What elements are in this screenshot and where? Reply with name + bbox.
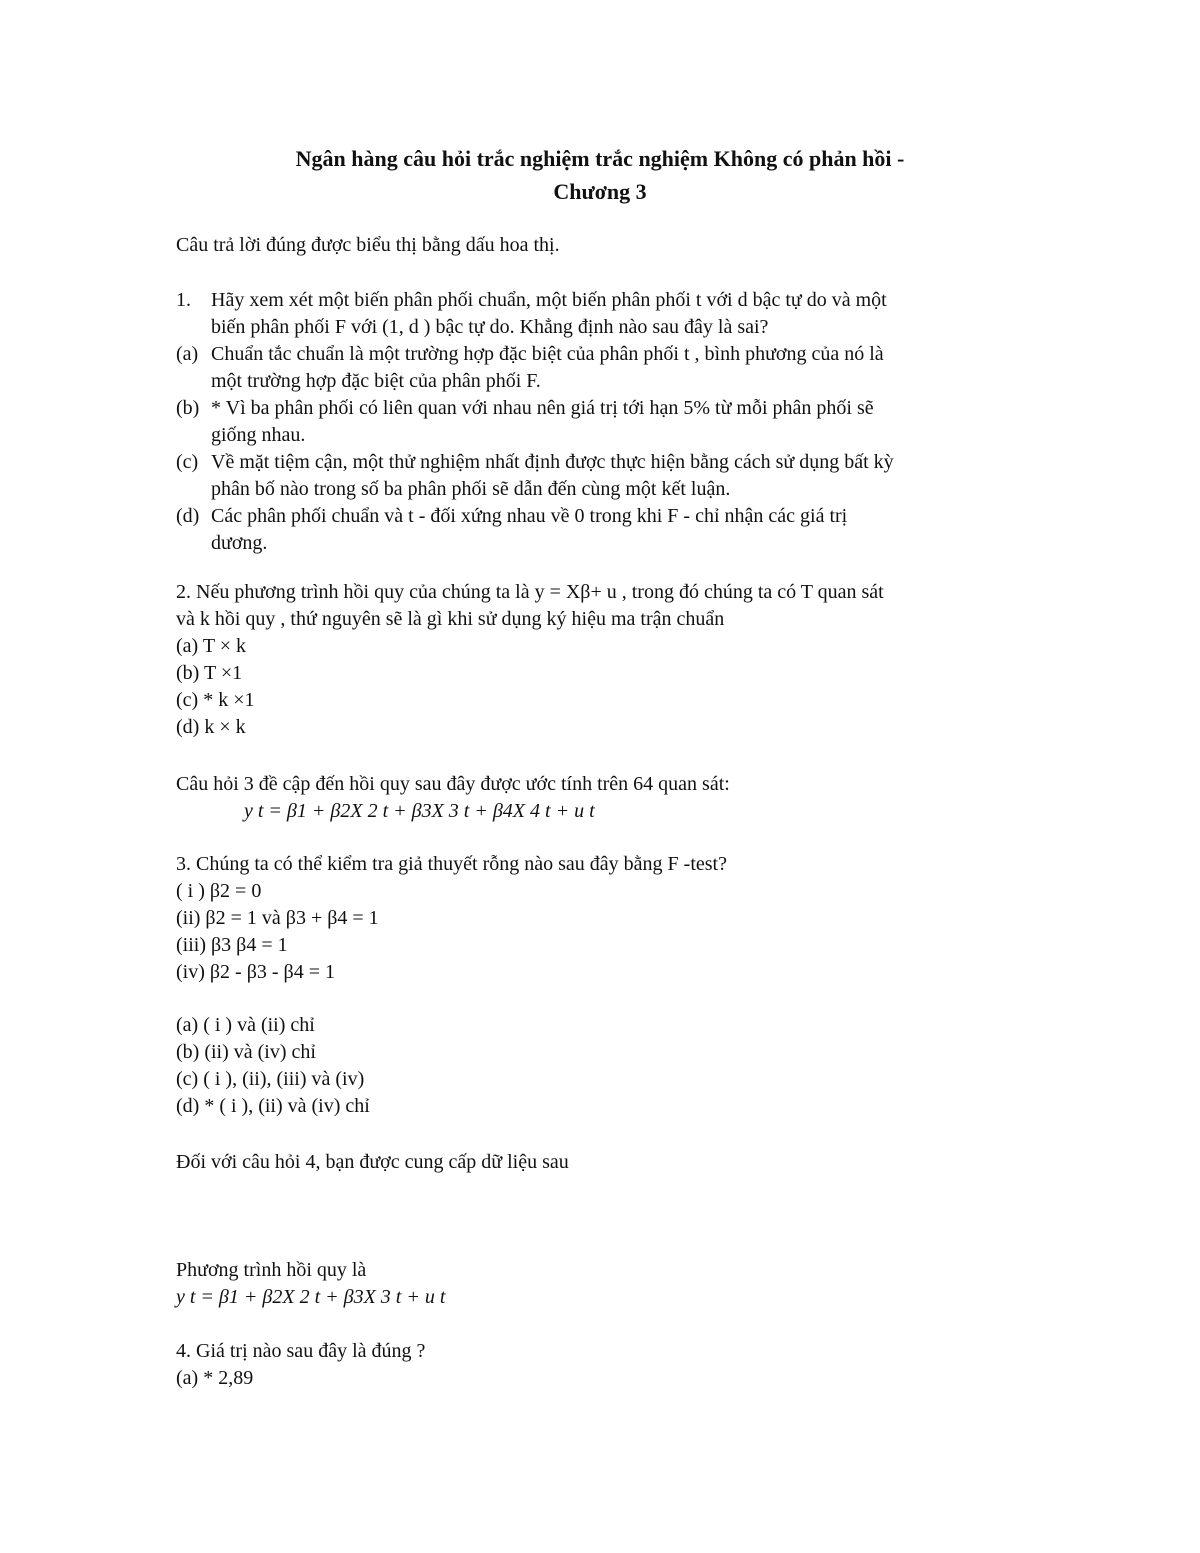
q3-option-d: (d) * ( i ), (ii) và (iv) chỉ bbox=[176, 1095, 370, 1117]
q2-text-line2: và k hồi quy , thứ nguyên sẽ là gì khi sử dụng ký hiệu ma trận chuẩn bbox=[176, 608, 725, 630]
q3-hypothesis-ii: (ii) β2 = 1 và β3 + β4 = 1 bbox=[176, 907, 379, 929]
q3-intro: Câu hỏi 3 đề cập đến hồi quy sau đây được ước tính trên 64 quan sát: bbox=[176, 773, 730, 795]
q1-option-a-line2: một trường hợp đặc biệt của phân phối F. bbox=[211, 370, 541, 392]
q1-option-b-line2: giống nhau. bbox=[211, 424, 306, 446]
q4-intro: Đối với câu hỏi 4, bạn được cung cấp dữ liệu sau bbox=[176, 1151, 569, 1173]
q3-option-b: (b) (ii) và (iv) chỉ bbox=[176, 1041, 316, 1063]
q4-equation: y t = β1 + β2X 2 t + β3X 3 t + u t bbox=[176, 1286, 446, 1308]
q3-hypothesis-iv: (iv) β2 - β3 - β4 = 1 bbox=[176, 961, 336, 983]
q4-question: 4. Giá trị nào sau đây là đúng ? bbox=[176, 1340, 426, 1362]
q1-number: 1. bbox=[176, 289, 191, 311]
q3-question: 3. Chúng ta có thể kiểm tra giả thuyết rỗng nào sau đây bằng F -test? bbox=[176, 853, 727, 875]
document-title-line2: Chương 3 bbox=[553, 179, 647, 204]
q1-option-d-line1: Các phân phối chuẩn và t - đối xứng nhau về 0 trong khi F - chỉ nhận các giá trị bbox=[211, 505, 848, 527]
q4-option-a: (a) * 2,89 bbox=[176, 1367, 254, 1389]
q4-equation-label: Phương trình hồi quy là bbox=[176, 1259, 367, 1281]
q3-equation: y t = β1 + β2X 2 t + β3X 3 t + β4X 4 t + u t bbox=[244, 800, 595, 822]
intro-text: Câu trả lời đúng được biểu thị bằng dấu hoa thị. bbox=[176, 234, 560, 256]
q1-text-line2: biến phân phối F với (1, d ) bậc tự do. Khẳng định nào sau đây là sai? bbox=[211, 316, 769, 338]
q3-option-a: (a) ( i ) và (ii) chỉ bbox=[176, 1014, 315, 1036]
q2-text-line1: 2. Nếu phương trình hồi quy của chúng ta là y = Xβ+ u , trong đó chúng ta có T quan sát bbox=[176, 581, 884, 603]
q1-option-c-line2: phân bố nào trong số ba phân phối sẽ dẫn đến cùng một kết luận. bbox=[211, 478, 731, 500]
q1-option-b-label: (b) bbox=[176, 397, 200, 419]
q1-option-a-line1: Chuẩn tắc chuẩn là một trường hợp đặc biệt của phân phối t , bình phương của nó là bbox=[211, 343, 884, 365]
q3-hypothesis-i: ( i ) β2 = 0 bbox=[176, 880, 262, 902]
q1-option-c-label: (c) bbox=[176, 451, 199, 473]
q2-option-d: (d) k × k bbox=[176, 716, 246, 738]
q1-text-line1: Hãy xem xét một biến phân phối chuẩn, một biến phân phối t với d bậc tự do và một bbox=[211, 289, 887, 311]
q1-option-d-line2: dương. bbox=[211, 532, 268, 554]
q2-option-c: (c) * k ×1 bbox=[176, 689, 255, 711]
q1-option-a-label: (a) bbox=[176, 343, 199, 365]
document-title-line1: Ngân hàng câu hỏi trắc nghiệm trắc nghiệm Không có phản hồi - bbox=[295, 146, 905, 171]
q3-option-c: (c) ( i ), (ii), (iii) và (iv) bbox=[176, 1068, 365, 1090]
q1-option-d-label: (d) bbox=[176, 505, 200, 527]
q2-option-b: (b) T ×1 bbox=[176, 662, 243, 684]
q1-option-b-line1: * Vì ba phân phối có liên quan với nhau nên giá trị tới hạn 5% từ mỗi phân phối sẽ bbox=[211, 397, 874, 419]
q1-option-c-line1: Về mặt tiệm cận, một thử nghiệm nhất định được thực hiện bằng cách sử dụng bất kỳ bbox=[211, 451, 894, 473]
q3-hypothesis-iii: (iii) β3 β4 = 1 bbox=[176, 934, 288, 956]
q2-option-a: (a) T × k bbox=[176, 635, 246, 657]
